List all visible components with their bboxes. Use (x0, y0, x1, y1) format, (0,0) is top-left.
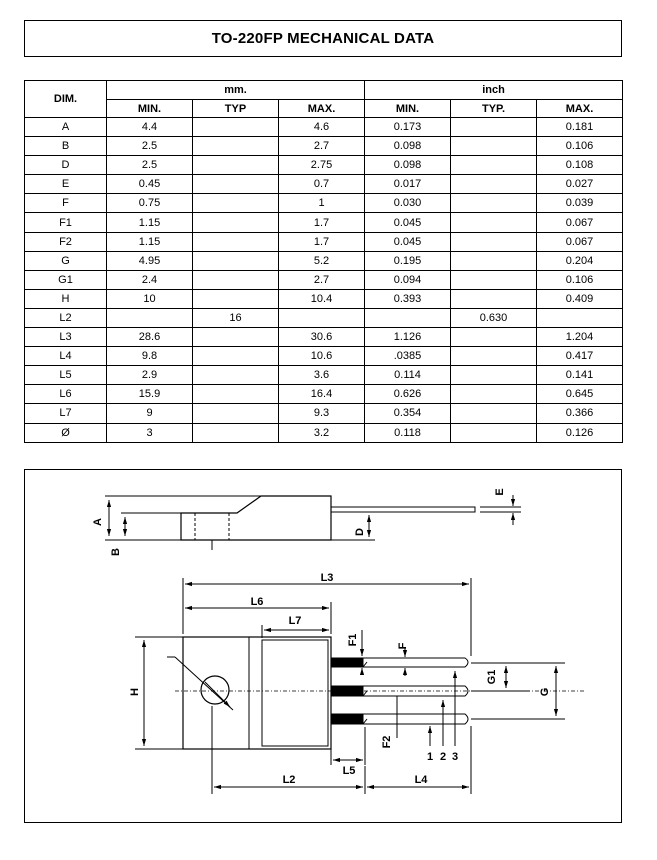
value-cell: 1.204 (537, 328, 623, 347)
value-cell: 0.106 (537, 137, 623, 156)
value-cell: 10.4 (279, 289, 365, 308)
value-cell: 0.098 (365, 137, 451, 156)
dim-label-B: B (110, 548, 122, 556)
value-cell: 1 (279, 194, 365, 213)
table-row (25, 137, 623, 156)
value-cell (193, 347, 279, 366)
value-cell: 2.7 (279, 137, 365, 156)
value-cell: 0.173 (365, 118, 451, 137)
value-cell (107, 308, 193, 327)
value-cell (451, 156, 537, 175)
value-cell: 0.366 (537, 404, 623, 423)
table-row (25, 118, 623, 137)
value-cell (193, 423, 279, 442)
dim-label-F2: F2 (381, 735, 393, 749)
dim-label-A: A (92, 518, 104, 526)
value-cell: 16.4 (279, 385, 365, 404)
value-cell: 0.195 (365, 251, 451, 270)
value-cell: 0.027 (537, 175, 623, 194)
value-cell: 2.9 (107, 366, 193, 385)
dim-label-H: H (129, 688, 141, 696)
value-cell: 4.4 (107, 118, 193, 137)
table-row (25, 289, 623, 308)
value-cell: 0.017 (365, 175, 451, 194)
value-cell (193, 385, 279, 404)
dim-cell: G (25, 251, 107, 270)
value-cell: 0.141 (537, 366, 623, 385)
dim-cell: L4 (25, 347, 107, 366)
dim-label-L7: L7 (288, 615, 302, 627)
value-cell: 0.098 (365, 156, 451, 175)
value-cell: 30.6 (279, 328, 365, 347)
table-row (25, 328, 623, 347)
value-cell (193, 328, 279, 347)
value-cell: 9 (107, 404, 193, 423)
value-cell (193, 137, 279, 156)
value-cell (451, 251, 537, 270)
front-view (135, 578, 585, 794)
table-row (25, 175, 623, 194)
value-cell (451, 404, 537, 423)
inch-group-header: inch (365, 81, 623, 100)
col-header: MAX. (279, 100, 365, 118)
value-cell: 2.75 (279, 156, 365, 175)
value-cell: 16 (193, 308, 279, 327)
col-header: MAX. (537, 100, 623, 118)
value-cell: 1.15 (107, 213, 193, 232)
dim-label-G1: G1 (486, 669, 498, 685)
value-cell (193, 194, 279, 213)
table-row (25, 232, 623, 251)
value-cell: 0.181 (537, 118, 623, 137)
dim-cell: F (25, 194, 107, 213)
value-cell (193, 366, 279, 385)
dim-cell: L2 (25, 308, 107, 327)
value-cell: 2.5 (107, 156, 193, 175)
pin-label-1: 1 (426, 751, 434, 763)
value-cell: 0.094 (365, 270, 451, 289)
dim-label-L2: L2 (282, 774, 296, 786)
value-cell: 9.8 (107, 347, 193, 366)
table-row (25, 404, 623, 423)
value-cell: 0.417 (537, 347, 623, 366)
value-cell: 0.039 (537, 194, 623, 213)
value-cell: 10.6 (279, 347, 365, 366)
value-cell (193, 175, 279, 194)
value-cell: 0.106 (537, 270, 623, 289)
table-row (25, 423, 623, 442)
value-cell (193, 270, 279, 289)
dim-label-F1: F1 (347, 633, 359, 647)
value-cell: 15.9 (107, 385, 193, 404)
value-cell: 0.626 (365, 385, 451, 404)
value-cell: 2.7 (279, 270, 365, 289)
value-cell (193, 251, 279, 270)
table-row (25, 251, 623, 270)
value-cell: 1.126 (365, 328, 451, 347)
value-cell: .0385 (365, 347, 451, 366)
value-cell (451, 328, 537, 347)
value-cell: 0.045 (365, 213, 451, 232)
dim-label-L4: L4 (414, 774, 428, 786)
page-title: TO-220FP MECHANICAL DATA (24, 20, 622, 57)
value-cell (451, 423, 537, 442)
value-cell (451, 137, 537, 156)
pin-label-3: 3 (451, 751, 459, 763)
value-cell: 0.204 (537, 251, 623, 270)
col-header: MIN. (365, 100, 451, 118)
value-cell: 5.2 (279, 251, 365, 270)
side-view (105, 495, 521, 550)
value-cell: 0.354 (365, 404, 451, 423)
value-cell (193, 213, 279, 232)
value-cell: 0.45 (107, 175, 193, 194)
value-cell (279, 308, 365, 327)
value-cell (537, 308, 623, 327)
value-cell (451, 289, 537, 308)
pin-label-2: 2 (439, 751, 447, 763)
dim-cell: A (25, 118, 107, 137)
value-cell (193, 289, 279, 308)
dim-cell: L3 (25, 328, 107, 347)
value-cell: 1.7 (279, 232, 365, 251)
value-cell: 0.630 (451, 308, 537, 327)
dim-label-F: F (397, 642, 409, 650)
dim-cell: G1 (25, 270, 107, 289)
package-outline-svg (25, 470, 623, 824)
value-cell: 4.6 (279, 118, 365, 137)
value-cell (451, 213, 537, 232)
value-cell (193, 118, 279, 137)
table-row (25, 347, 623, 366)
dim-cell: L6 (25, 385, 107, 404)
value-cell (451, 232, 537, 251)
table-row (25, 366, 623, 385)
dimensions-table (24, 80, 623, 443)
value-cell (451, 175, 537, 194)
value-cell: 28.6 (107, 328, 193, 347)
dim-cell: Ø (25, 423, 107, 442)
value-cell (451, 118, 537, 137)
table-row (25, 270, 623, 289)
value-cell: 0.409 (537, 289, 623, 308)
dim-label-L5: L5 (342, 765, 356, 777)
value-cell (451, 270, 537, 289)
value-cell: 0.067 (537, 213, 623, 232)
value-cell: 10 (107, 289, 193, 308)
value-cell (193, 404, 279, 423)
value-cell: 1.7 (279, 213, 365, 232)
value-cell (451, 347, 537, 366)
mm-group-header: mm. (107, 81, 365, 100)
dim-cell: H (25, 289, 107, 308)
dim-cell: L7 (25, 404, 107, 423)
value-cell: 0.045 (365, 232, 451, 251)
dim-cell: D (25, 156, 107, 175)
value-cell (193, 232, 279, 251)
dim-label-L6: L6 (250, 596, 264, 608)
table-row (25, 194, 623, 213)
value-cell: 0.118 (365, 423, 451, 442)
dim-label-D: D (354, 528, 366, 536)
table-row (25, 385, 623, 404)
value-cell (193, 156, 279, 175)
value-cell: 1.15 (107, 232, 193, 251)
value-cell: 0.393 (365, 289, 451, 308)
table-row (25, 213, 623, 232)
table-row (25, 308, 623, 327)
value-cell: 3.2 (279, 423, 365, 442)
value-cell: 3 (107, 423, 193, 442)
value-cell: 0.645 (537, 385, 623, 404)
value-cell (365, 308, 451, 327)
dim-cell: F2 (25, 232, 107, 251)
col-header: TYP (193, 100, 279, 118)
dim-cell: F1 (25, 213, 107, 232)
col-header: TYP. (451, 100, 537, 118)
value-cell: 4.95 (107, 251, 193, 270)
value-cell: 0.067 (537, 232, 623, 251)
mechanical-drawing (24, 469, 622, 823)
value-cell: 0.030 (365, 194, 451, 213)
dim-header: DIM. (25, 81, 107, 118)
value-cell: 0.75 (107, 194, 193, 213)
value-cell: 9.3 (279, 404, 365, 423)
col-header: MIN. (107, 100, 193, 118)
dim-label-G: G (539, 687, 551, 697)
value-cell: 0.7 (279, 175, 365, 194)
value-cell: 0.126 (537, 423, 623, 442)
dim-label-L3: L3 (320, 572, 334, 584)
dim-cell: E (25, 175, 107, 194)
value-cell: 2.5 (107, 137, 193, 156)
value-cell (451, 194, 537, 213)
table-row (25, 156, 623, 175)
value-cell (451, 366, 537, 385)
value-cell: 3.6 (279, 366, 365, 385)
dim-cell: B (25, 137, 107, 156)
value-cell (451, 385, 537, 404)
value-cell: 0.114 (365, 366, 451, 385)
dim-cell: L5 (25, 366, 107, 385)
value-cell: 0.108 (537, 156, 623, 175)
dim-label-E: E (494, 488, 506, 496)
value-cell: 2.4 (107, 270, 193, 289)
